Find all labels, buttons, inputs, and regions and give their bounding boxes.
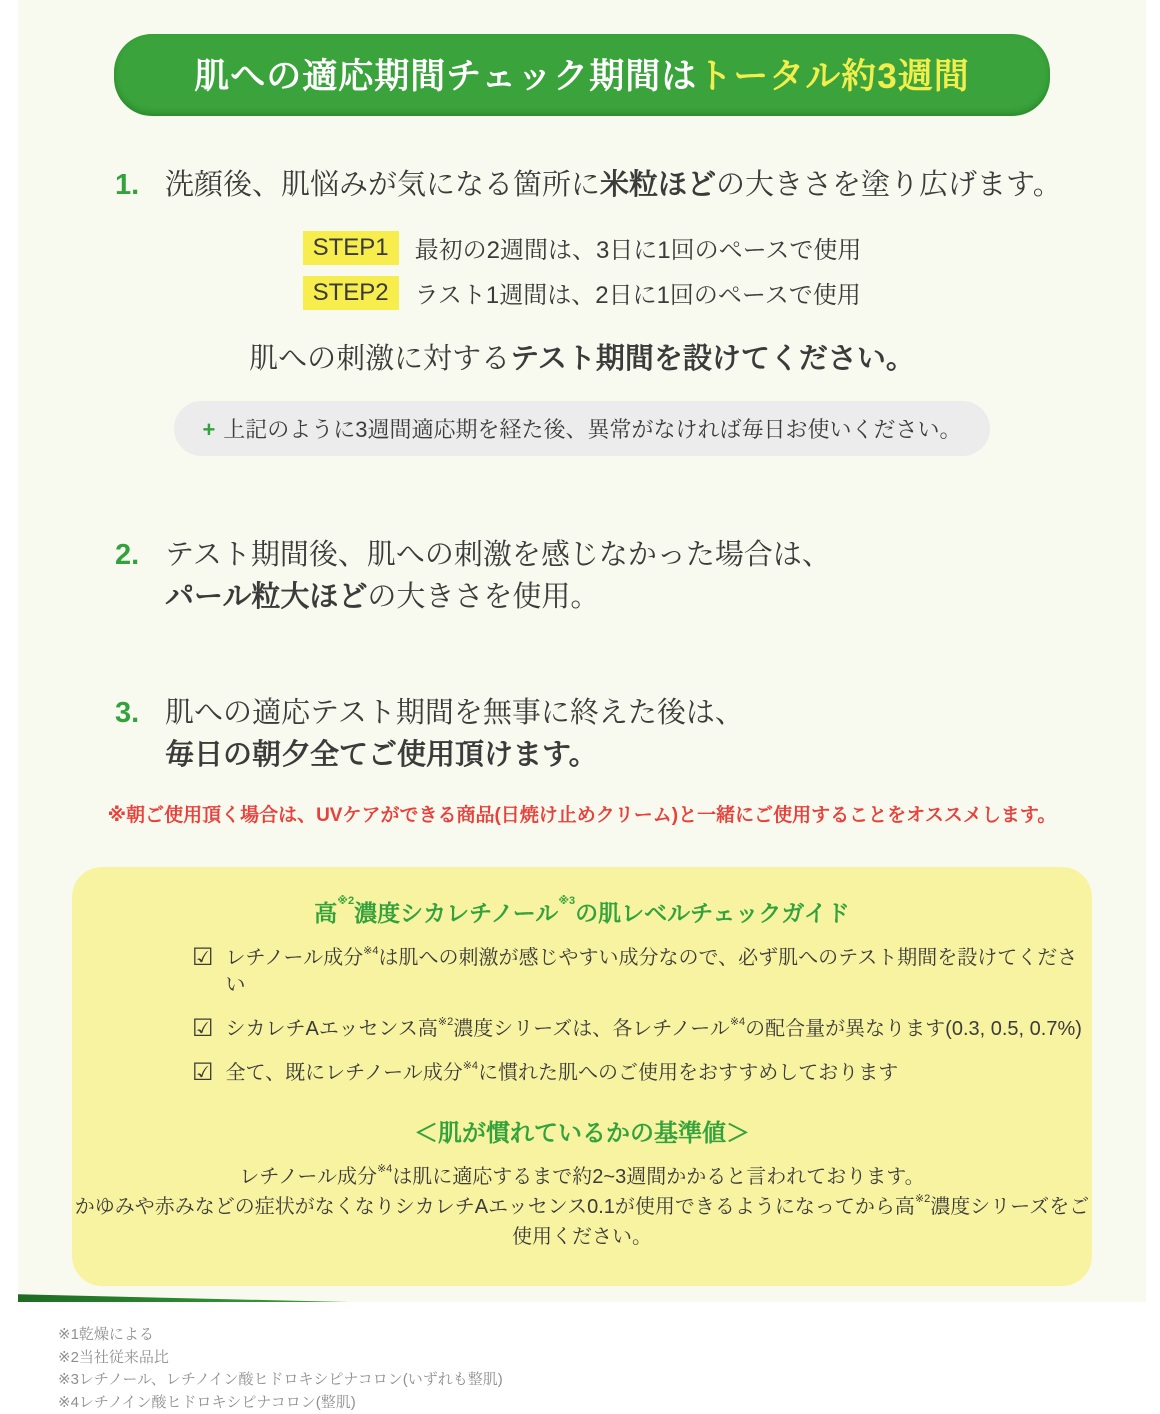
footnote-2: ※2当社従来品比 bbox=[58, 1348, 169, 1366]
daily-use-note-text: 上記のように3週間適応期を経た後、異常がなければ毎日お使いください。 bbox=[223, 417, 962, 443]
checklist-item-2-text: シカレチAエッセンス高$^{※2}$濃度シリーズは、各レチノール$^{※4}$の配合量が異なります(0.3, 0.5, 0.7%) bbox=[225, 1016, 1082, 1041]
checkbox-checked-icon: ☑ bbox=[192, 1015, 214, 1043]
step-schedule bbox=[303, 230, 862, 310]
infographic-page bbox=[18, 0, 1146, 1411]
instruction-3 bbox=[18, 692, 1146, 776]
retinol-guide-box bbox=[72, 867, 1092, 1286]
footnote-ref-3: ※3 bbox=[558, 895, 576, 908]
header-banner bbox=[114, 34, 1049, 116]
footnote-3: ※3レチノール、レチノイン酸ヒドロキシピナコロン(いずれも整肌) bbox=[58, 1371, 503, 1389]
checklist-item-3-text: 全て、既にレチノール成分$^{※4}$に慣れた肌へのご使用をおすすめしております bbox=[225, 1060, 899, 1085]
daily-use-note bbox=[174, 401, 989, 456]
instruction-3-text: 肌への適応テスト期間を無事に終えた後は、 毎日の朝夕全てご使用頂けます。 bbox=[165, 697, 744, 772]
test-period-line: 肌への刺激に対するテスト期間を設けてください。 bbox=[249, 343, 915, 376]
step2-text: ラスト1週間は、2日に1回のペースで使用 bbox=[414, 282, 861, 310]
instruction-1-number: 1. bbox=[115, 169, 140, 201]
checklist-item-2 bbox=[72, 1016, 1092, 1043]
guide-body-line-2: かゆみや赤みなどの症状がなくなりシカレチAエッセンス0.1が使用できるようになってから高$^{※2}$濃度シリーズをご使用ください。 bbox=[74, 1193, 1090, 1249]
uv-warning-note: ※朝ご使用頂く場合は、UVケアができる商品(日焼け止めクリーム)と一緒にご使用することをオススメします。 bbox=[107, 805, 1057, 827]
checkbox-checked-icon: ☑ bbox=[192, 1059, 214, 1087]
step-row-1 bbox=[303, 230, 862, 265]
instruction-2-number: 2. bbox=[115, 539, 140, 572]
footnotes bbox=[18, 1324, 1146, 1414]
banner-text: 肌への適応期間チェック期間は bbox=[194, 57, 698, 96]
instruction-1-text: 洗顔後、肌悩みが気になる箇所に米粒ほどの大きさを塗り広げます。 bbox=[165, 169, 1062, 201]
footnote-ref-2: ※2 bbox=[337, 895, 355, 908]
guide-subheading: ＜肌が慣れているかの基準値＞ bbox=[414, 1120, 750, 1148]
instruction-3-number: 3. bbox=[115, 697, 140, 730]
footnote-1: ※1乾燥による bbox=[58, 1326, 154, 1344]
plus-icon: + bbox=[202, 417, 216, 443]
checklist-item-3 bbox=[72, 1060, 1092, 1087]
instruction-2 bbox=[18, 534, 1146, 618]
next-section-edge bbox=[18, 1291, 348, 1302]
checkbox-checked-icon: ☑ bbox=[192, 944, 214, 972]
checklist-item-1 bbox=[72, 945, 1092, 999]
step-row-2 bbox=[303, 275, 862, 310]
checklist-item-1-text: レチノール成分$^{※4}$は肌への刺激が感じやすい成分なので、必ず肌へのテスト期間を設けてください bbox=[225, 945, 1078, 997]
footnote-4: ※4レチノイン酸ヒドロキシピナコロン(整肌) bbox=[58, 1393, 356, 1411]
guide-body-line-1: レチノール成分$^{※4}$は肌に適応するまで約2~3週間かかると言われております。 bbox=[239, 1163, 925, 1189]
instruction-2-text: テスト期間後、肌への刺激を感じなかった場合は、 パール粒大ほどの大きさを使用。 bbox=[165, 539, 831, 614]
banner-highlight-text: トータル約3週間 bbox=[697, 57, 970, 96]
instruction-1 bbox=[18, 164, 1146, 206]
step1-badge: STEP1 bbox=[303, 231, 399, 265]
guide-box-title: 高$^{※2}$濃度シカレチノール$^{※3}$の肌レベルチェックガイド bbox=[314, 895, 850, 927]
step1-text: 最初の2週間は、3日に1回のペースで使用 bbox=[414, 237, 862, 265]
step2-badge: STEP2 bbox=[303, 276, 399, 310]
